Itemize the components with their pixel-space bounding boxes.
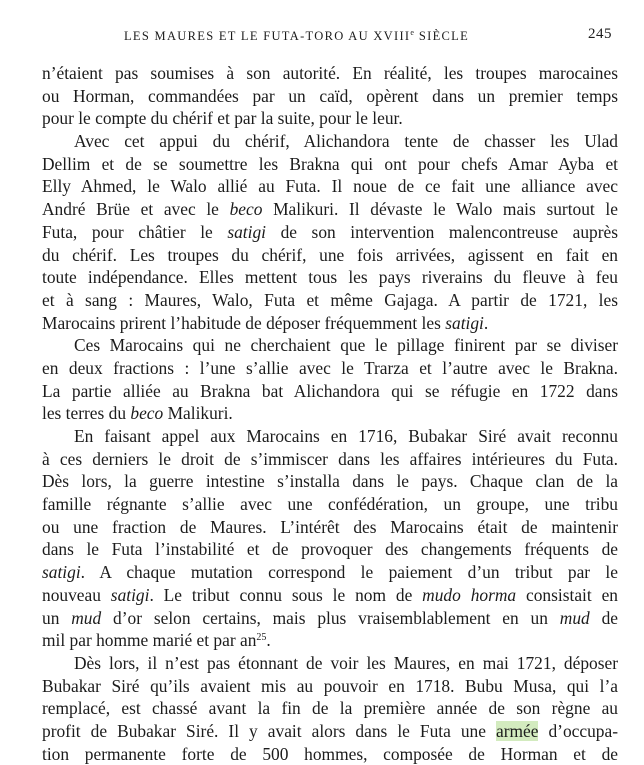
text-line [42, 130, 618, 153]
highlighted-word: armée [495, 720, 539, 741]
text-line [42, 266, 618, 289]
footnote-reference: 25 [256, 632, 267, 644]
text-run: Elly Ahmed, le Walo allié au Futa. Il noue de ce fait une alliance avec [42, 176, 618, 197]
text-run: Avec cet appui du chérif, Alichandora tente de chasser les Ulad [74, 131, 618, 152]
text-line [42, 107, 618, 130]
text-line [42, 380, 618, 403]
text-run: famille régnante s’allie avec une confédération, un groupe, une tribu [42, 494, 618, 515]
book-page [42, 0, 619, 764]
text-run: Dès lors, il n’est pas étonnant de voir les Maures, en mai 1721, déposer [74, 652, 618, 673]
text-line [42, 448, 618, 471]
text-run: ou une fraction de Maures. L’intérêt des Marocains était de maintenir [42, 516, 618, 537]
text-run: remplacé, est chassé avant la fin de la première année de son règne au [42, 698, 618, 719]
text-run: du chérif. Les troupes du chérif, une fois arrivées, agissent en fait en [42, 244, 618, 265]
text-line [42, 153, 618, 176]
text-line [42, 312, 618, 335]
text-run: un [42, 607, 72, 628]
text-run: tion permanente forte de 500 hommes, composée de Horman et de [42, 743, 618, 764]
text-run: Bubakar Siré qu’ils avaient mis au pouvoir en 1718. Bubu Musa, qui l’a [42, 675, 618, 696]
text-run: Futa, pour châtier le [42, 221, 228, 242]
text-line [42, 697, 618, 720]
paragraph [42, 62, 618, 130]
text-line [42, 289, 618, 312]
text-run: Dès lors, la guerre intestine s’installa dans le pays. Chaque clan de la [42, 471, 618, 492]
text-run: d’or selon certains, mais plus vraisemblablement en un [101, 607, 560, 628]
text-run: . Le tribut connu sous le nom de [149, 584, 423, 605]
italic-term: satigi [227, 221, 266, 242]
text-line [42, 743, 618, 765]
text-line [42, 334, 618, 357]
italic-term: satigi [42, 562, 81, 583]
running-title-main: LES MAURES ET LE FUTA-TORO AU XVIII [124, 29, 411, 44]
text-line [42, 425, 618, 448]
text-line [42, 470, 618, 493]
italic-term: mud [559, 607, 590, 628]
text-run: . [266, 630, 271, 651]
italic-term: beco [229, 199, 263, 220]
text-line [42, 244, 618, 267]
text-line [42, 175, 618, 198]
text-run: nouveau [42, 584, 111, 605]
page-number: 245 [588, 26, 612, 42]
text-line [42, 629, 618, 652]
text-line [42, 221, 618, 244]
running-title-tail: SIÈCLE [414, 29, 470, 44]
text-line [42, 675, 618, 698]
italic-term: satigi [445, 312, 484, 333]
text-line [42, 561, 618, 584]
text-run: André Brüe et avec le [42, 199, 230, 220]
italic-term: mudo horma [422, 584, 517, 605]
text-run: Dellim et de se soumettre les Brakna qui ont pour chefs Amar Ayba et [42, 153, 618, 174]
paragraph [42, 652, 618, 765]
text-run: Malikuri. [163, 403, 233, 424]
text-run: Malikuri. Il dévaste le Walo mais surtout le [262, 199, 618, 220]
text-run: La partie alliée au Brakna bat Alichandora qui se réfugie en 1722 dans [42, 380, 618, 401]
text-run: de [589, 607, 619, 628]
text-run: les terres du [42, 403, 131, 424]
italic-term: beco [130, 403, 164, 424]
text-line [42, 62, 618, 85]
text-line [42, 720, 618, 743]
text-run: ou Horman, commandées par un caïd, opèrent dans un premier temps [42, 85, 618, 106]
text-run: pour le compte du chérif et par la suite, pour le leur. [42, 108, 403, 129]
paragraph [42, 334, 618, 425]
body-text [42, 62, 618, 765]
text-line [42, 584, 618, 607]
text-run: . [483, 312, 489, 333]
text-run: . A chaque mutation correspond le paiement d’un tribut par le [80, 562, 618, 583]
running-head [42, 0, 618, 62]
text-line [42, 198, 618, 221]
text-line [42, 85, 618, 108]
text-line [42, 516, 618, 539]
text-run: de son intervention malencontreuse auprès [265, 221, 619, 242]
text-run: en deux fractions : l’une s’allie avec le Trarza et l’autre avec le Brakna. [42, 357, 618, 378]
text-run: Ces Marocains qui ne cherchaient que le pillage finirent par se diviser [74, 335, 618, 356]
text-line [42, 357, 618, 380]
text-run: profit de Bubakar Siré. Il y avait alors dans le Futa une [42, 720, 496, 741]
italic-term: mud [71, 607, 102, 628]
text-line [42, 652, 618, 675]
text-line [42, 607, 618, 630]
text-line [42, 493, 618, 516]
text-run: Marocains prirent l’habitude de déposer fréquemment les [42, 312, 446, 333]
paragraph [42, 130, 618, 334]
text-run: d’occupa- [538, 720, 618, 741]
text-line [42, 402, 618, 425]
text-run: toute indépendance. Elles mettent tous les pays riverains du fleuve à feu [42, 267, 618, 288]
text-run: consistait en [516, 584, 618, 605]
text-run: mil par homme marié et par an [42, 630, 257, 651]
century-superscript: e [410, 28, 415, 37]
italic-term: satigi [110, 584, 150, 605]
text-run: En faisant appel aux Marocains en 1716, Bubakar Siré avait reconnu [74, 426, 618, 446]
text-run: dans le Futa l’instabilité et de provoquer des changements fréquents de [42, 539, 618, 560]
text-line [42, 538, 618, 561]
text-run: et à sang : Maures, Walo, Futa et même Gajaga. A partir de 1721, les [42, 289, 618, 310]
running-title [124, 28, 469, 44]
text-run: n’étaient pas soumises à son autorité. En réalité, les troupes marocaines [42, 63, 618, 83]
text-run: à ces derniers le droit de s’immiscer dans les affaires intérieures du Futa. [42, 448, 618, 469]
paragraph [42, 425, 618, 652]
